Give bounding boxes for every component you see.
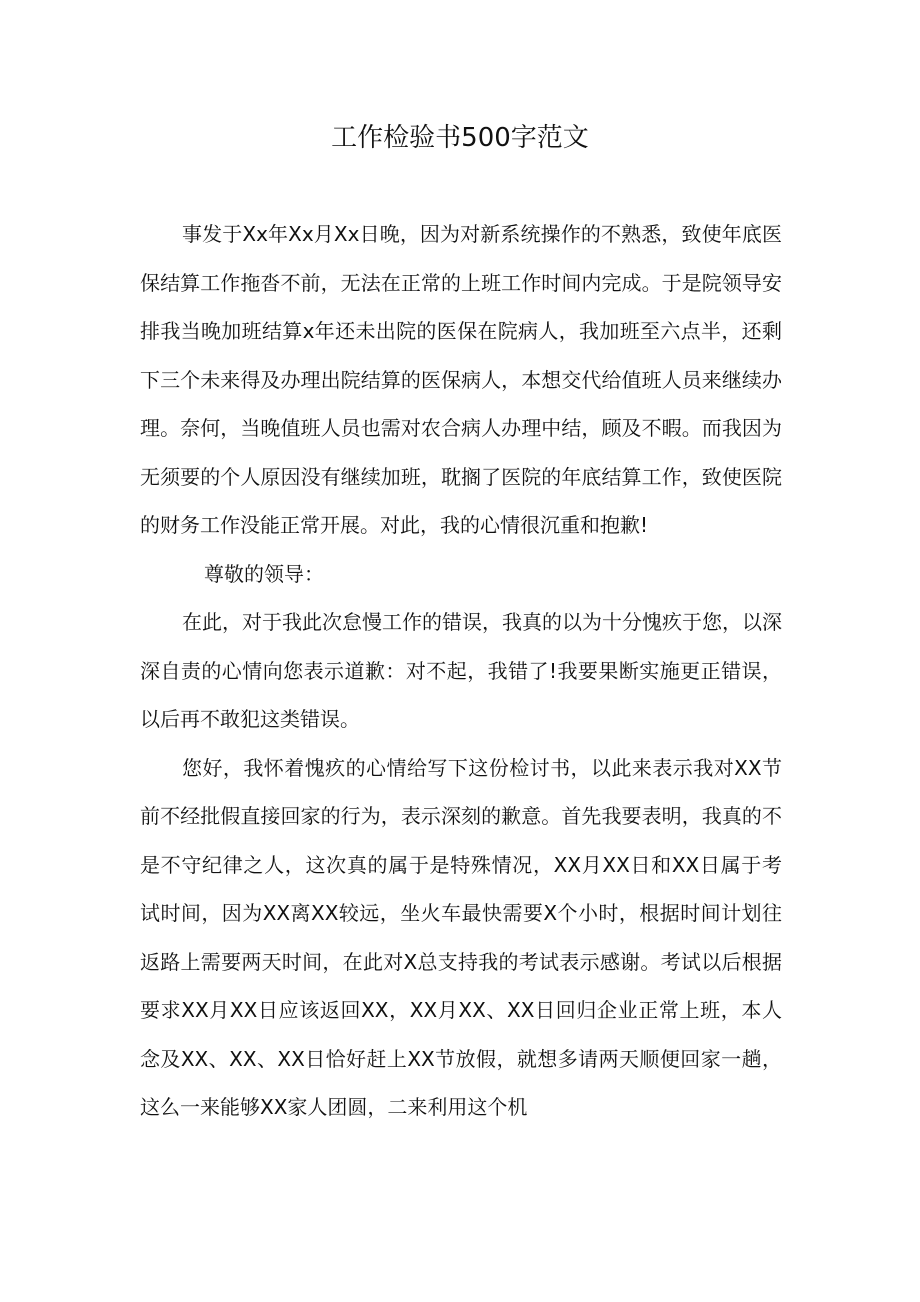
paragraph-apology: 在此，对于我此次怠慢工作的错误，我真的以为十分愧疚于您，以深深自责的心情向您表示道歉：对不起，我错了!我要果断实施更正错误，以后再不敢犯这类错误。 (140, 610, 782, 731)
paragraph-leave-explanation: 您好，我怀着愧疚的心情给写下这份检讨书，以此来表示我对XX节前不经批假直接回家的行为，表示深刻的歉意。首先我要表明，我真的不是不守纪律之人，这次真的属于是特殊情况，XX月XX日和XX日属于考试时间，因为XX离XX较远，坐火车最快需要X个小时，根据时间计划往返路上需要两天时间，在此对X总支持我的考试表示感谢。考试以后根据要求XX月XX日应该返回XX，XX月XX、XX日回归企业正常上班，本人念及XX、XX、XX日恰好赶上XX节放假，就想多请两天顺便回家一趟，这么一来能够XX家人团圆，二来利用这个机 (140, 755, 782, 1119)
salutation: 尊敬的领导： (204, 561, 324, 586)
paragraph-incident: 事发于Xx年Xx月Xx日晚，因为对新系统操作的不熟悉，致使年底医保结算工作拖沓不前，无法在正常的上班工作时间内完成。于是院领导安排我当晚加班结算x年还未出院的医保在院病人，我加班至六点半，还剩下三个未来得及办理出院结算的医保病人，本想交代给值班人员来继续办理。奈何，当晚值班人员也需对农合病人办理中结，顾及不暇。而我因为无须要的个人原因没有继续加班，耽搁了医院的年底结算工作，致使医院的财务工作没能正常开展。对此，我的心情很沉重和抱歉! (140, 222, 782, 537)
document-body (140, 210, 782, 1132)
document-title: 工作检验书500字范文 (331, 123, 589, 153)
